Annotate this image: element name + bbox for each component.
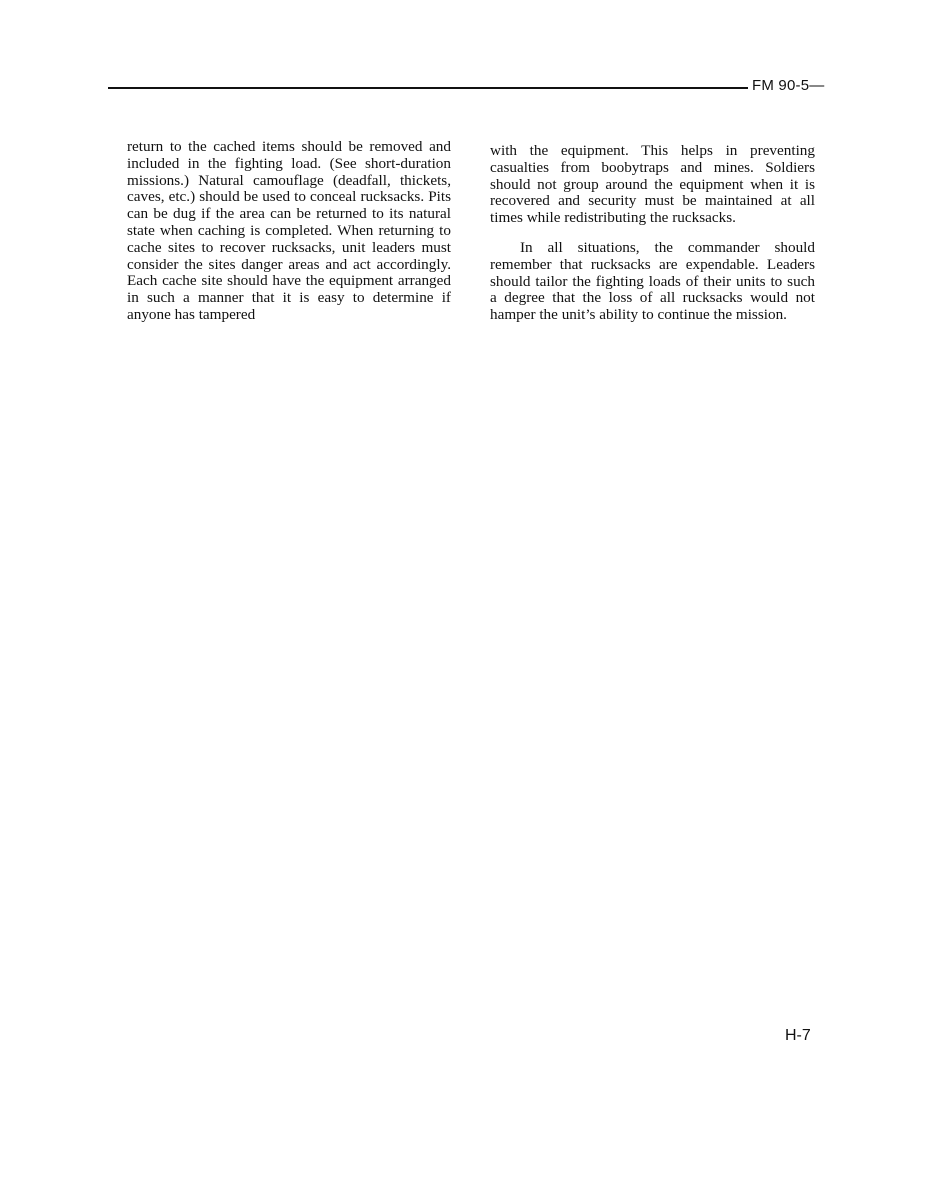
left-column xyxy=(127,139,451,324)
page-number: H-7 xyxy=(785,1027,811,1044)
right-column xyxy=(490,143,815,324)
manual-id: FM 90-5— xyxy=(752,77,825,94)
left-paragraph-1: return to the cached items should be removed and included in the fighting load. (See short-duration missions.) Natural camouflage (deadfall, thickets, caves, etc.) should be used to conceal rucksacks. Pits can be dug if the area can be returned to its natural state when caching is completed. When returning to cache sites to recover rucksacks, unit leaders must consider the sites danger areas and act accordingly. Each cache site should have the equipment arranged in such a manner that it is easy to determine if anyone has tampered xyxy=(127,138,451,323)
right-paragraph-2: In all situations, the commander should remember that rucksacks are expendable. Leaders should tailor the fighting loads of their units to such a degree that the loss of all rucksacks would not hamper the unit’s ability to continue the mission. xyxy=(490,238,815,324)
right-paragraph-1: with the equipment. This helps in preventing casualties from boobytraps and mines. Soldiers should not group around the equipment when it is recovered and security must be maintained at all times while redistributing the rucksacks. xyxy=(490,142,815,227)
header-rule xyxy=(108,87,748,89)
